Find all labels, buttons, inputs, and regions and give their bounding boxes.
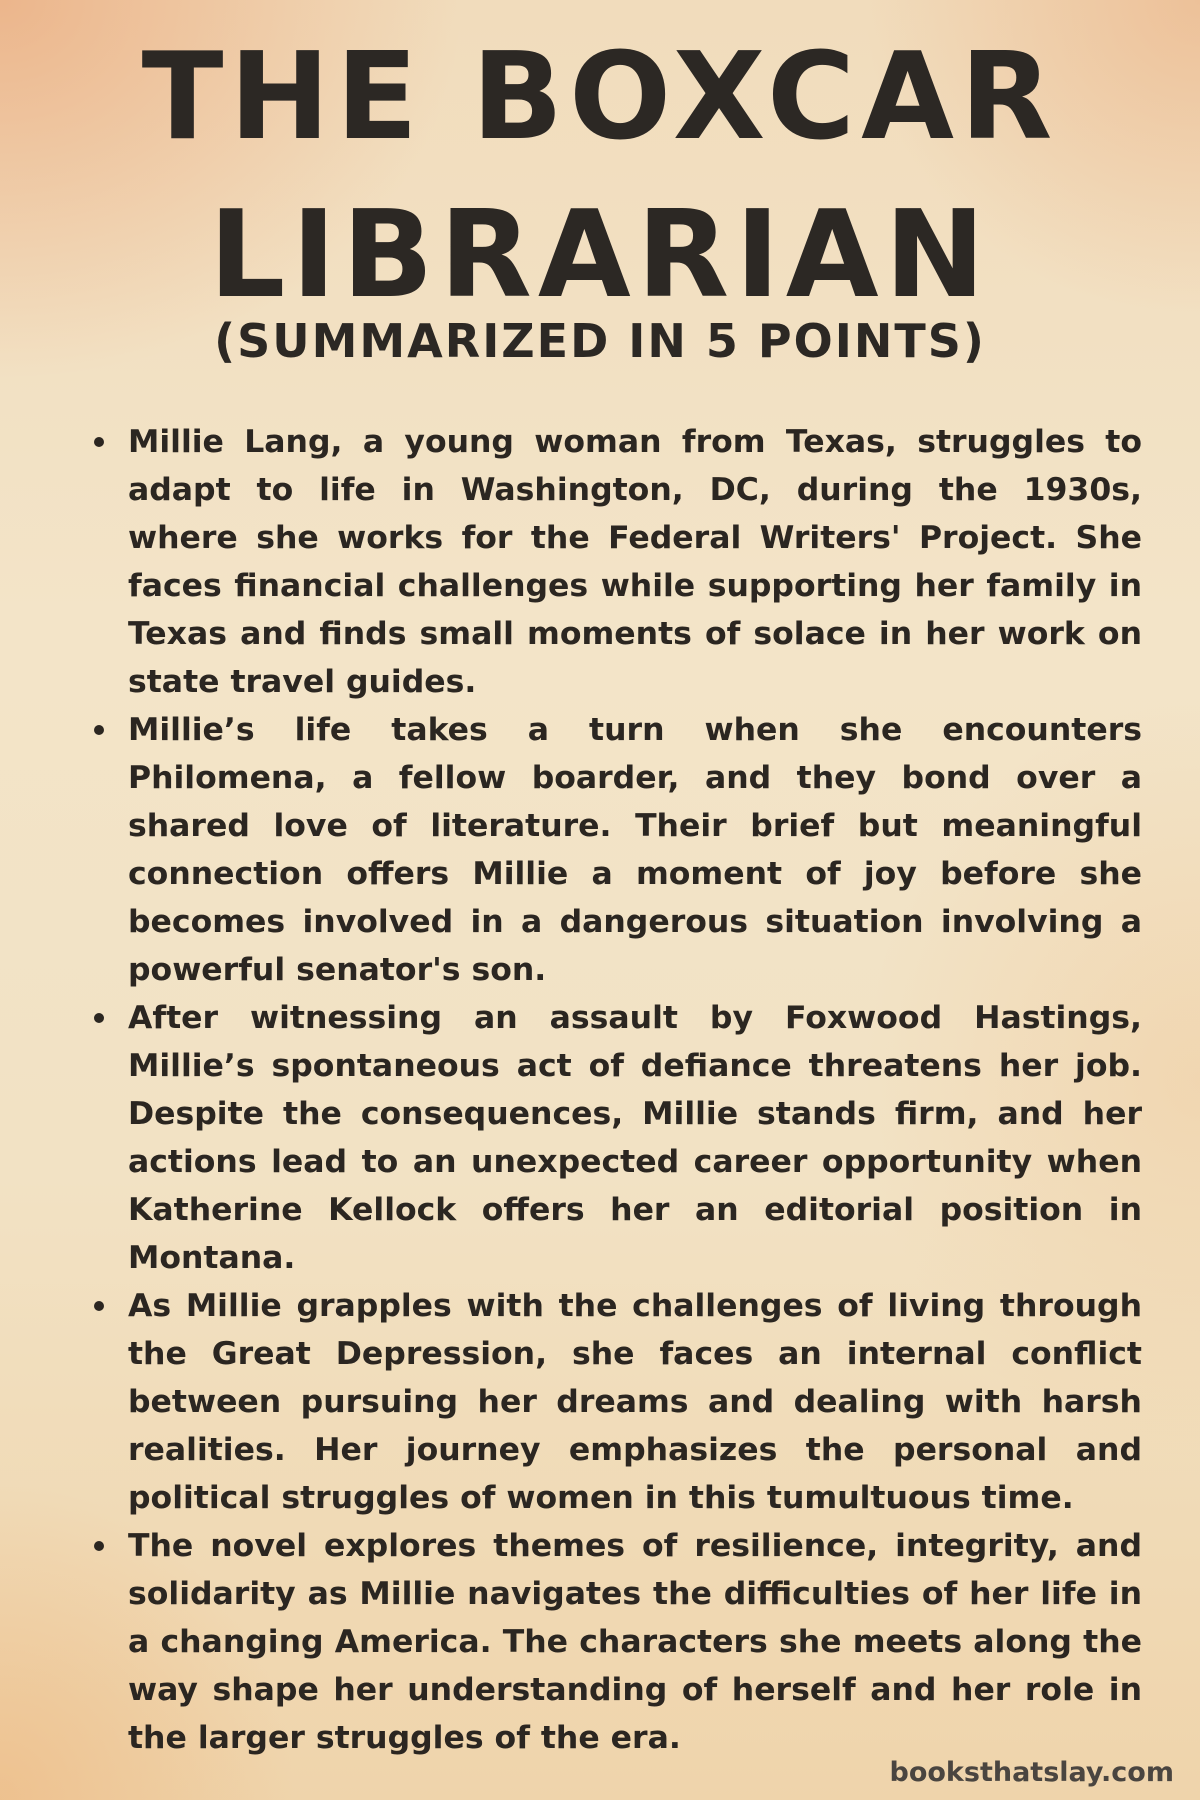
summary-point-4-text: As Millie grapples with the challenges of living through the Great Depression, she faces an internal conflict between pursuing her dreams and dealing with harsh realities. Her journey emphasizes the personal and political struggles of women in this tumultuous time. <box>128 1288 1142 1516</box>
website-credit: booksthatslay.com <box>889 1757 1174 1788</box>
summary-point-3 <box>92 994 1142 1282</box>
summary-point-1-text: Millie Lang, a young woman from Texas, struggles to adapt to life in Washington, DC, during the 1930s, where she works for the Federal Writers' Project. She faces financial challenges while supporting her family in Texas and finds small moments of solace in her work on state travel guides. <box>128 424 1142 700</box>
summary-point-5 <box>92 1522 1142 1762</box>
title-line-2: LIBRARIAN <box>208 186 992 325</box>
summary-point-2 <box>92 706 1142 994</box>
summary-point-1 <box>92 418 1142 706</box>
summary-point-4 <box>92 1282 1142 1522</box>
summary-points-list <box>92 418 1142 1762</box>
summary-point-5-text: The novel explores themes of resilience, integrity, and solidarity as Millie navigates the difficulties of her life in a changing America. The characters she meets along the way shape her understanding of herself and her role in the larger struggles of the era. <box>128 1528 1142 1756</box>
summary-point-2-text: Millie’s life takes a turn when she encounters Philomena, a fellow boarder, and they bond over a shared love of literature. Their brief but meaningful connection offers Millie a moment of joy before she becomes involved in a dangerous situation involving a powerful senator's son. <box>128 712 1142 988</box>
subtitle: (SUMMARIZED IN 5 POINTS) <box>214 314 986 368</box>
bullet-icon <box>94 1301 104 1311</box>
bullet-icon <box>94 437 104 447</box>
bullet-icon <box>94 725 104 735</box>
title-line-1: THE BOXCAR <box>141 28 1059 167</box>
summary-point-3-text: After witnessing an assault by Foxwood Hastings, Millie’s spontaneous act of defiance threatens her job. Despite the consequences, Millie stands firm, and her actions lead to an unexpected career opportunity when Katherine Kellock offers her an editorial position in Montana. <box>128 1000 1142 1276</box>
bullet-icon <box>94 1013 104 1023</box>
bullet-icon <box>94 1541 104 1551</box>
